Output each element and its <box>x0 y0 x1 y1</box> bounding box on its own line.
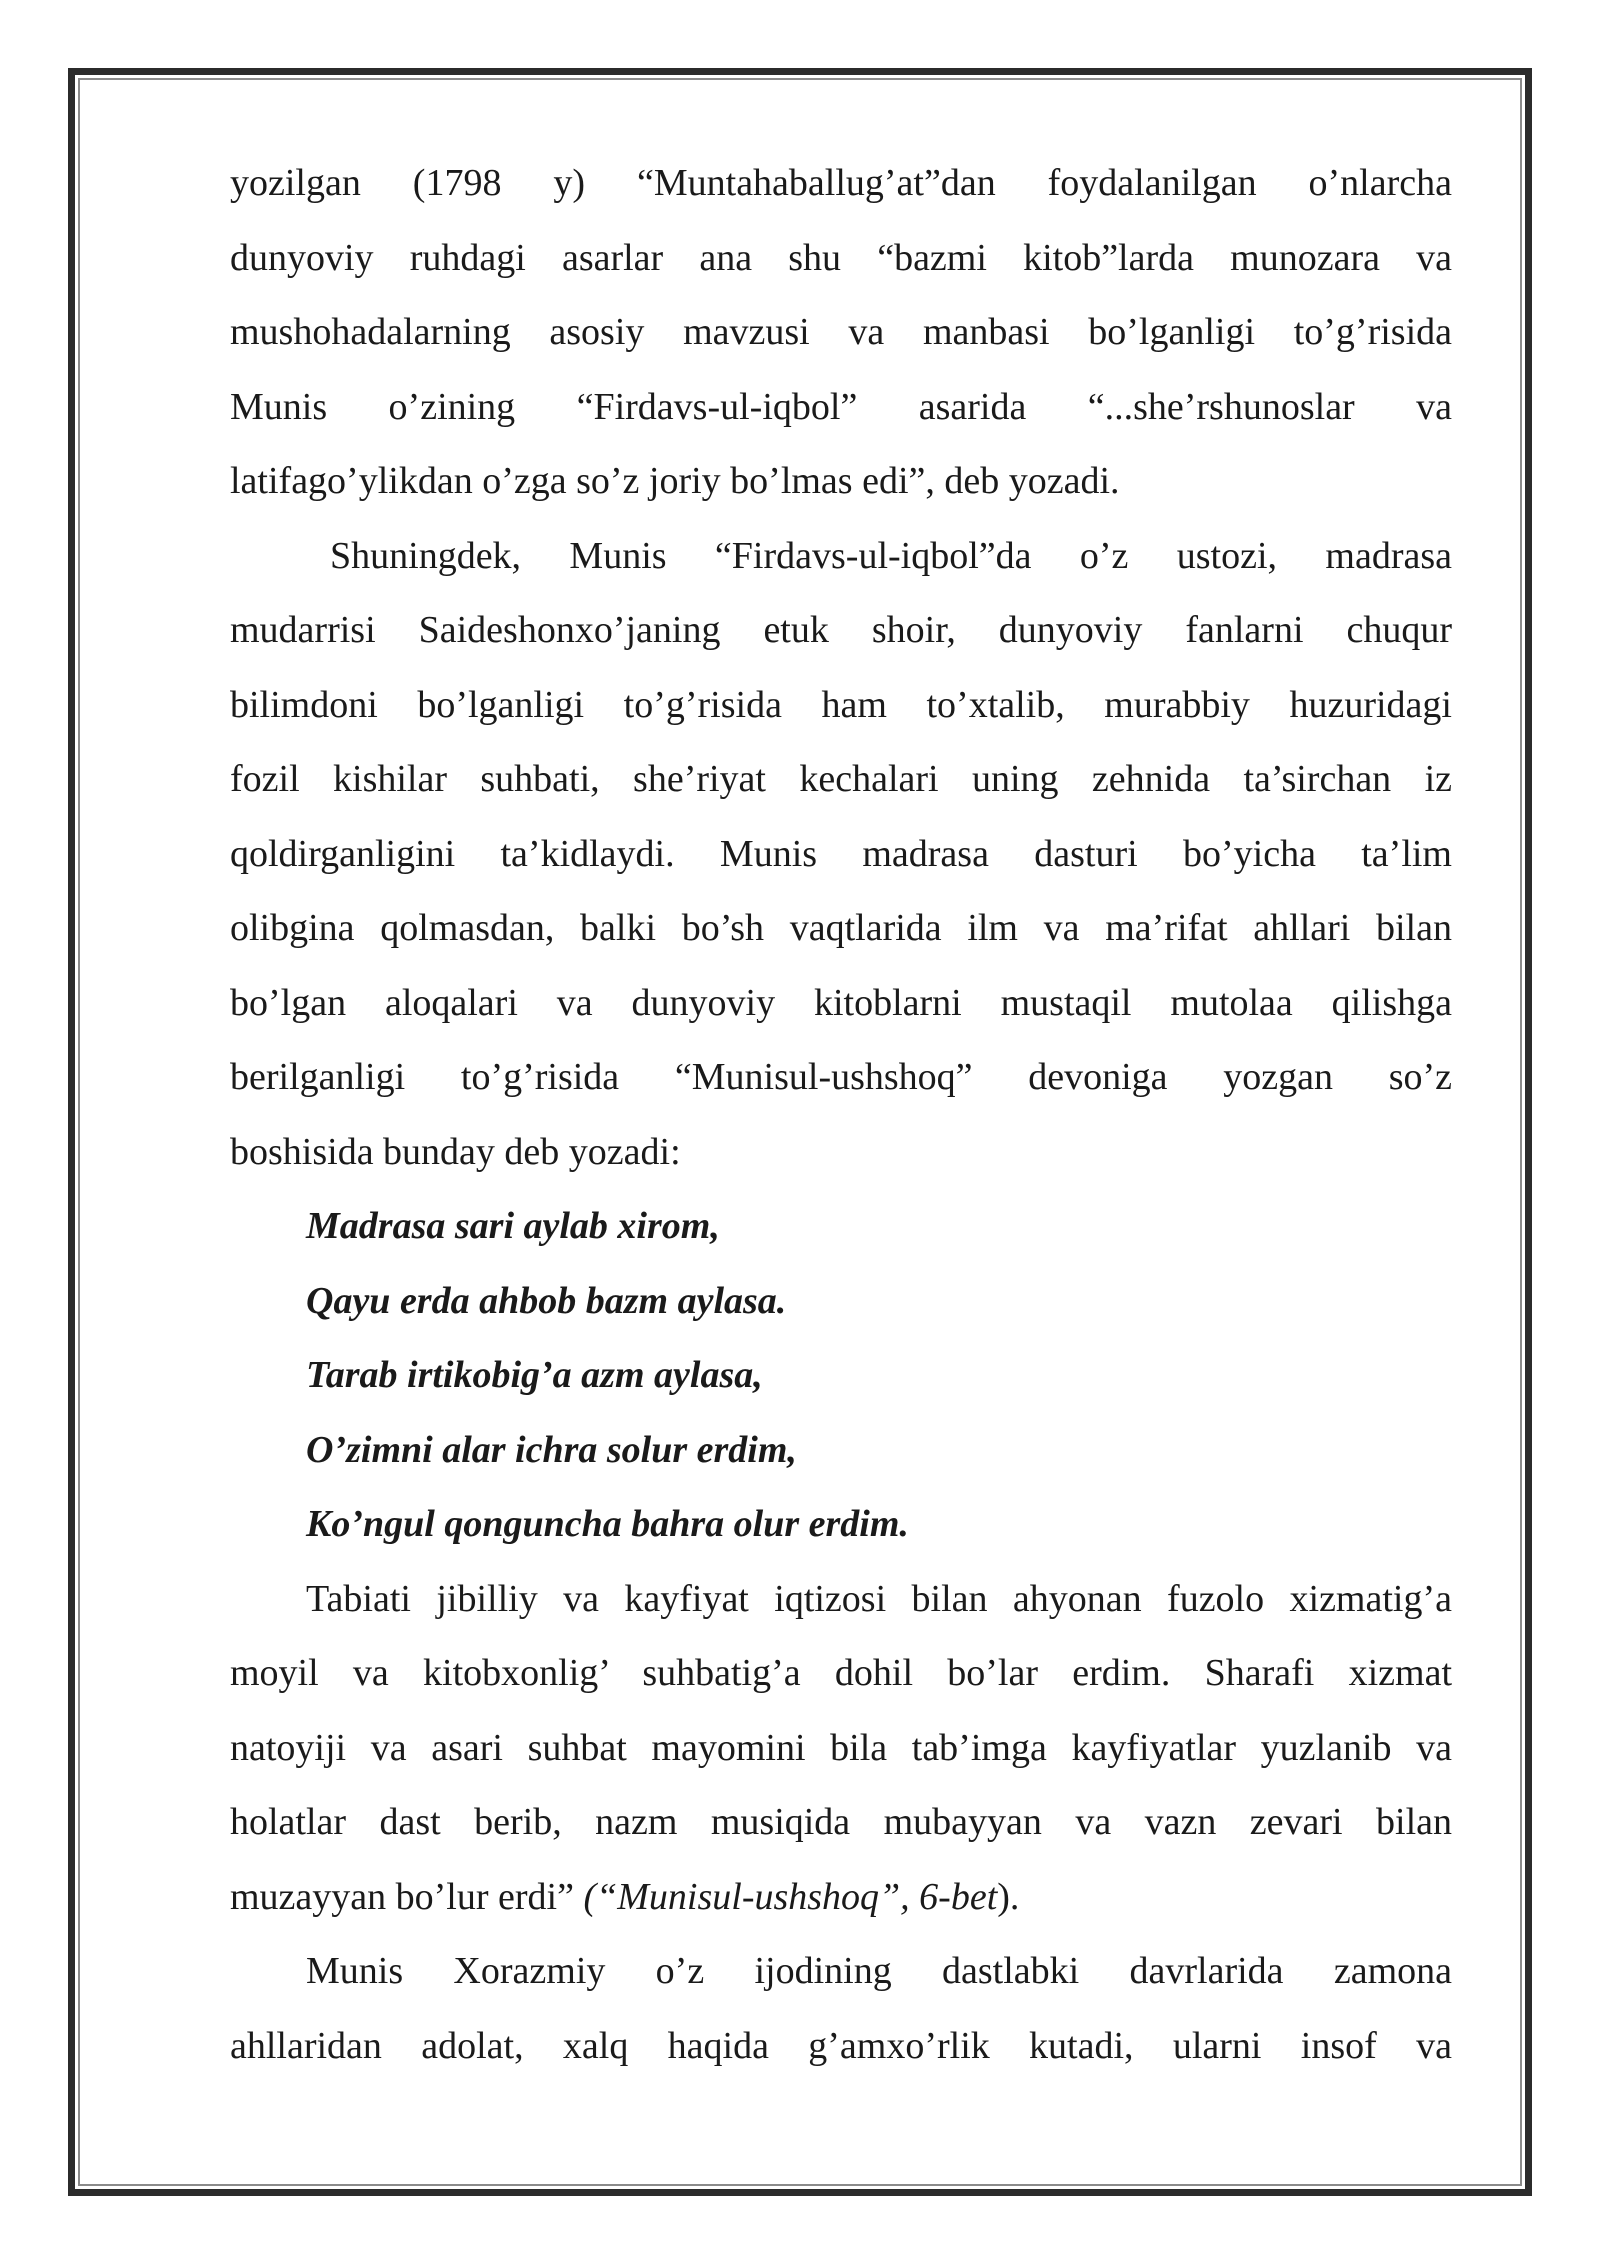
text-line: olibgina qolmasdan, balki bo’sh vaqtlarida ilm va ma’rifat ahllari bilan <box>230 907 1452 949</box>
text-line: moyil va kitobxonlig’ suhbatig’a dohil bo’lar erdim. Sharafi xizmat <box>230 1652 1452 1694</box>
text-line: berilganligi to’g’risida “Munisul-ushshoq” devoniga yozgan so’z <box>230 1056 1452 1098</box>
citation: (“Munisul-ushshoq”, 6-bet <box>583 1875 998 1918</box>
paragraph-2 <box>230 519 1452 1190</box>
text-line <box>230 1860 1452 1935</box>
verse-line: Qayu erda ahbob bazm aylasa. <box>306 1279 787 1322</box>
text-line: latifago’ylikdan o’zga so’z joriy bo’lmas edi”, deb yozadi. <box>230 460 1120 502</box>
text-line: Tabiati jibilliy va kayfiyat iqtizosi bilan ahyonan fuzolo xizmatig’a <box>306 1577 1452 1620</box>
text-line: Shuningdek, Munis “Firdavs-ul-iqbol”da o’z ustozi, madrasa <box>330 534 1452 577</box>
text-line: natoyiji va asari suhbat mayomini bila tab’imga kayfiyatlar yuzlanib va <box>230 1726 1452 1769</box>
text-line: yozilgan (1798 y) “Muntahaballug’at”dan foydalanilgan o’nlarcha <box>230 162 1452 204</box>
verse-line: Madrasa sari aylab xirom, <box>306 1205 720 1247</box>
paragraph-3 <box>230 1562 1452 1935</box>
verse-line: Tarab irtikobig’a azm aylasa, <box>306 1354 763 1396</box>
verse-line: Ko’ngul qonguncha bahra olur erdim. <box>306 1503 909 1545</box>
text-line: fozil kishilar suhbati, she’riyat kechalari uning zehnida ta’sirchan iz <box>230 758 1452 800</box>
text-line: Munis Xorazmiy o’z ijodining dastlabki davrlarida zamona <box>306 1950 1452 1992</box>
text-line: dunyoviy ruhdagi asarlar ana shu “bazmi kitob”larda munozara va <box>230 236 1452 279</box>
document-body <box>230 146 1452 2083</box>
verse-block <box>230 1189 1452 1562</box>
text-line: mudarrisi Saideshonxo’janing etuk shoir, dunyoviy fanlarni chuqur <box>230 609 1452 651</box>
text-line: Munis o’zining “Firdavs-ul-iqbol” asarida “...she’rshunoslar va <box>230 385 1452 428</box>
paragraph-1 <box>230 146 1452 519</box>
paragraph-4 <box>230 1934 1452 2083</box>
verse-line: O’zimni alar ichra solur erdim, <box>306 1428 797 1471</box>
text-line: bilimdoni bo’lganligi to’g’risida ham to’xtalib, murabbiy huzuridagi <box>230 683 1452 726</box>
text-line: boshisida bunday deb yozadi: <box>230 1130 681 1173</box>
text-line: ahllaridan adolat, xalq haqida g’amxo’rlik kutadi, ularni insof va <box>230 2024 1452 2067</box>
citation-close: ). <box>997 1875 1020 1918</box>
text-line: holatlar dast berib, nazm musiqida mubayyan va vazn zevari bilan <box>230 1801 1452 1843</box>
text-line: qoldirganligini ta’kidlaydi. Munis madrasa dasturi bo’yicha ta’lim <box>230 832 1452 875</box>
text-fragment: muzayyan bo’lur erdi” <box>230 1875 584 1918</box>
text-line: mushohadalarning asosiy mavzusi va manbasi bo’lganligi to’g’risida <box>230 311 1452 353</box>
text-line: bo’lgan aloqalari va dunyoviy kitoblarni mustaqil mutolaa qilishga <box>230 981 1452 1024</box>
